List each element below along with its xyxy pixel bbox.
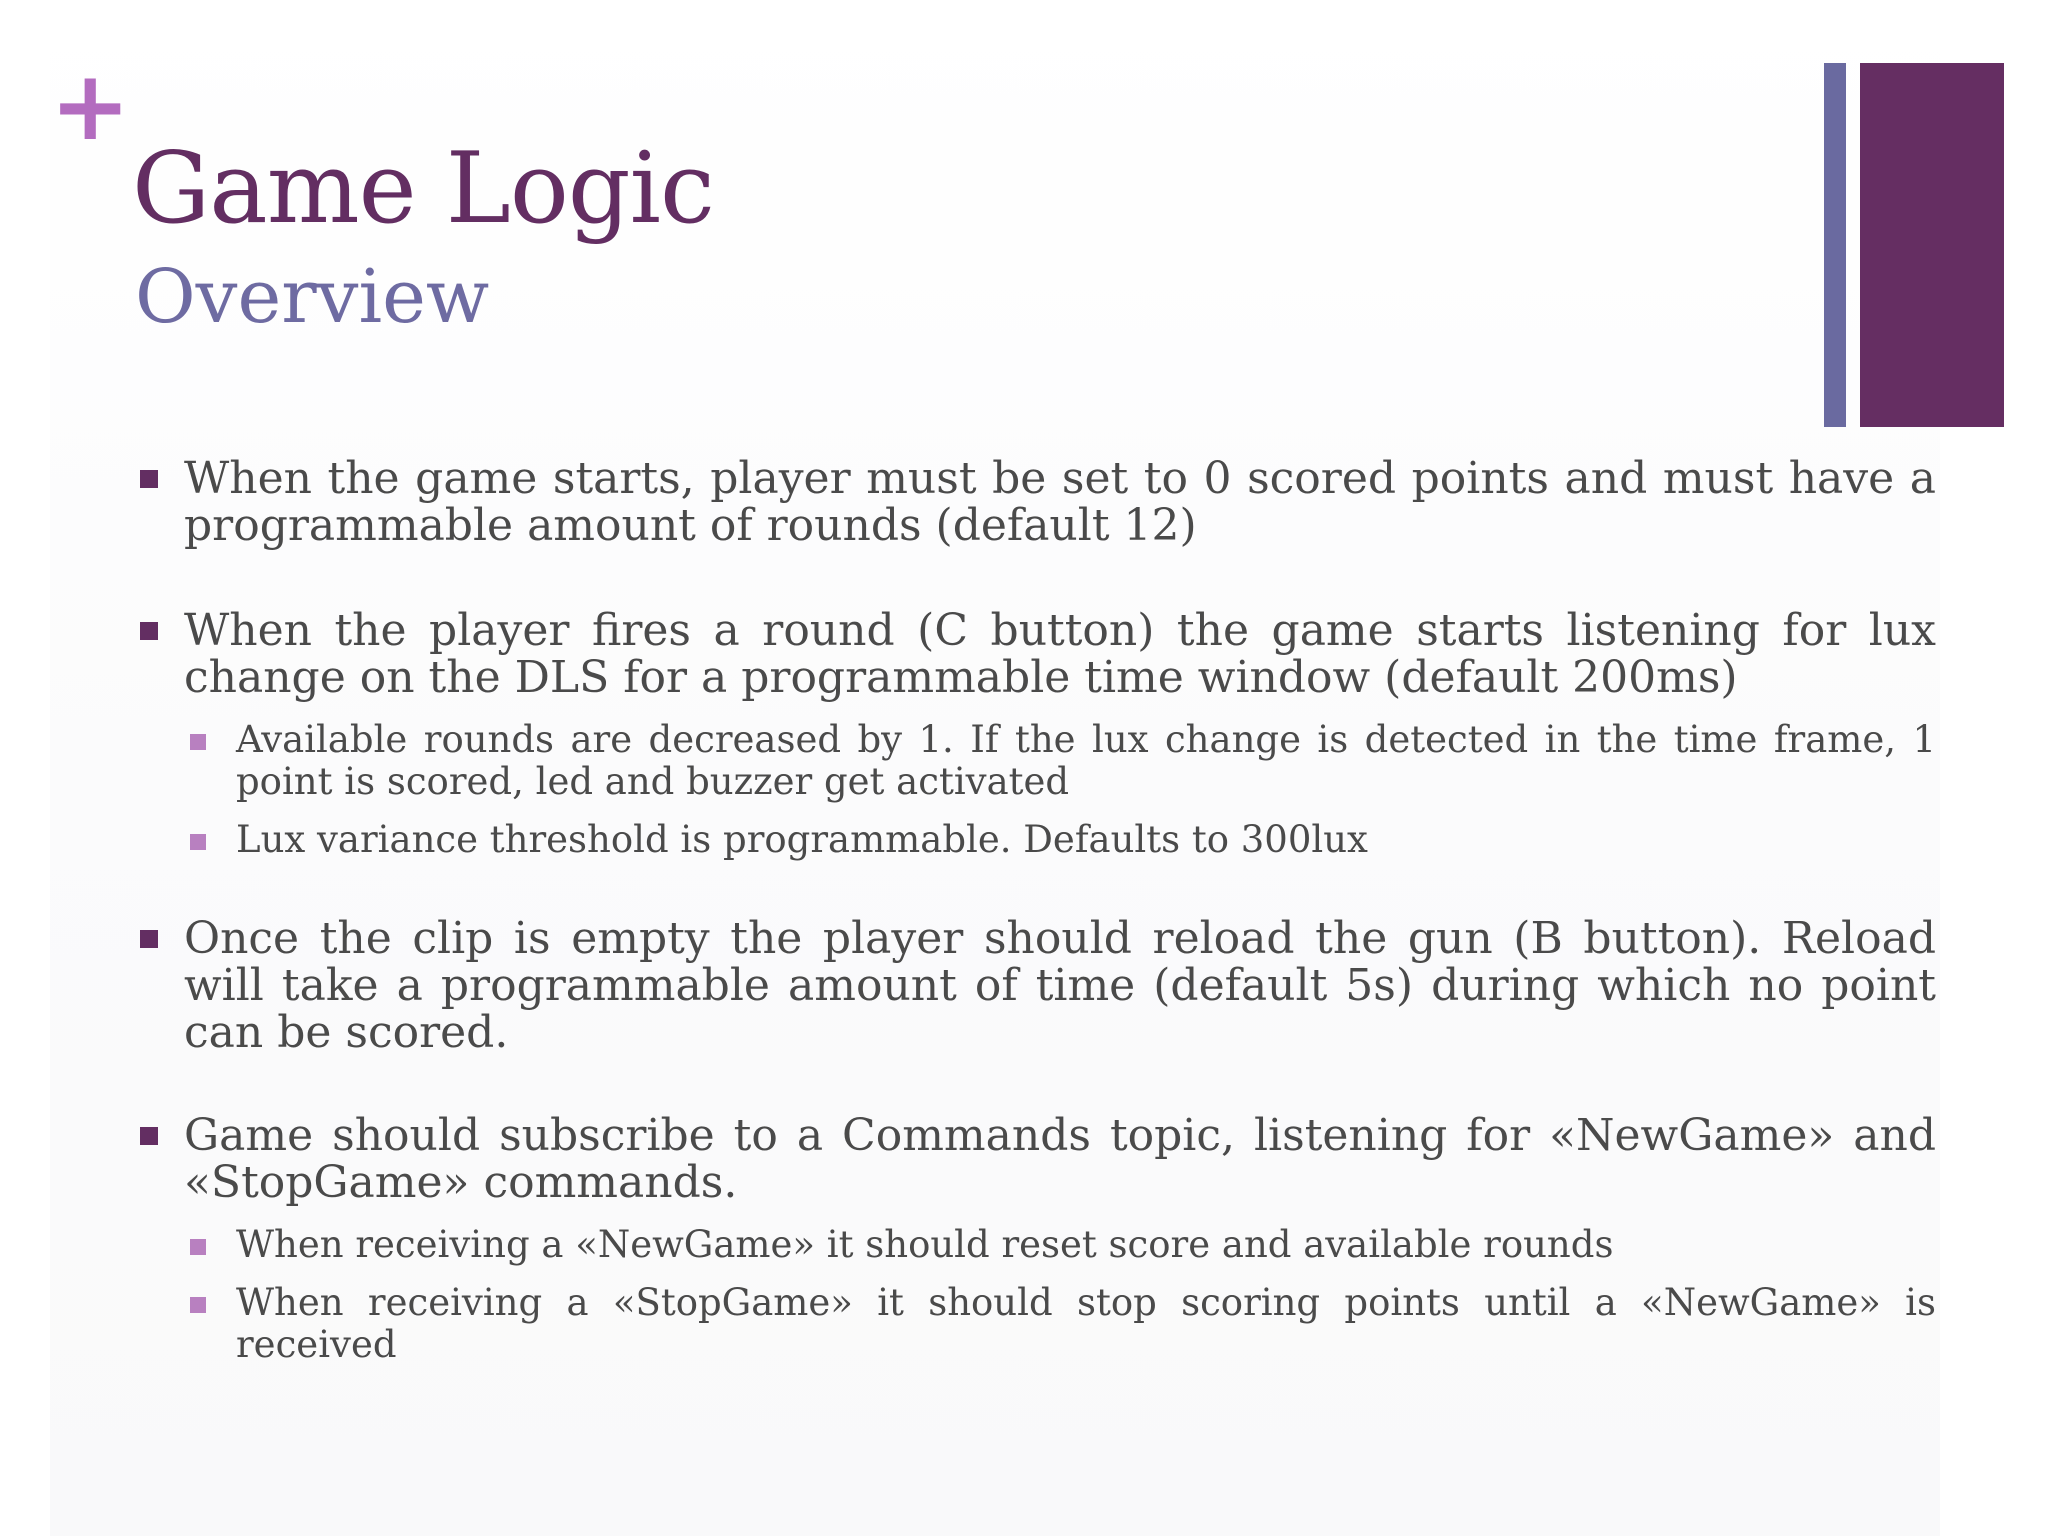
square-sub-bullet-icon [190, 834, 206, 850]
accent-bar-wide [1860, 63, 2004, 427]
plus-icon: + [50, 50, 131, 162]
slide-subtitle: Overview [135, 254, 490, 340]
sub-bullet-item [130, 1224, 1936, 1266]
sub-bullet-item [130, 1282, 1936, 1366]
sub-bullet-text: Lux variance threshold is programmable. Defaults to 300lux [236, 818, 1368, 861]
square-sub-bullet-icon [190, 734, 206, 750]
bullet-text: When the game starts, player must be set to 0 scored points and must have a programmable amount of rounds (default 12) [184, 453, 1936, 551]
sub-bullet-text: Available rounds are decreased by 1. If the lux change is detected in the time frame, 1 point is scored, led and buzzer get activated [236, 718, 1936, 803]
bullet-item [130, 915, 1936, 1056]
sub-bullet-item [130, 819, 1936, 861]
bullet-item [130, 1112, 1936, 1206]
bullet-item [130, 455, 1936, 549]
bullet-text: When the player fires a round (C button) the game starts listening for lux change on the DLS for a programmable time window (default 200ms) [184, 605, 1936, 703]
square-bullet-icon [140, 930, 158, 948]
sub-bullet-text: When receiving a «NewGame» it should reset score and available rounds [236, 1223, 1614, 1266]
square-bullet-icon [140, 1127, 158, 1145]
square-sub-bullet-icon [190, 1239, 206, 1255]
square-bullet-icon [140, 470, 158, 488]
slide-title: Game Logic [132, 132, 714, 246]
sub-bullet-text: When receiving a «StopGame» it should stop scoring points until a «NewGame» is received [236, 1281, 1936, 1366]
bullet-text: Game should subscribe to a Commands topic, listening for «NewGame» and «StopGame» commands. [184, 1110, 1936, 1208]
sub-bullet-item [130, 719, 1936, 803]
bullet-item [130, 607, 1936, 701]
bullet-text: Once the clip is empty the player should reload the gun (B button). Reload will take a programmable amount of time (default 5s) during which no point can be scored. [184, 913, 1936, 1058]
accent-bar-thin [1824, 63, 1846, 427]
square-bullet-icon [140, 622, 158, 640]
slide-content [130, 455, 1936, 1366]
square-sub-bullet-icon [190, 1297, 206, 1313]
